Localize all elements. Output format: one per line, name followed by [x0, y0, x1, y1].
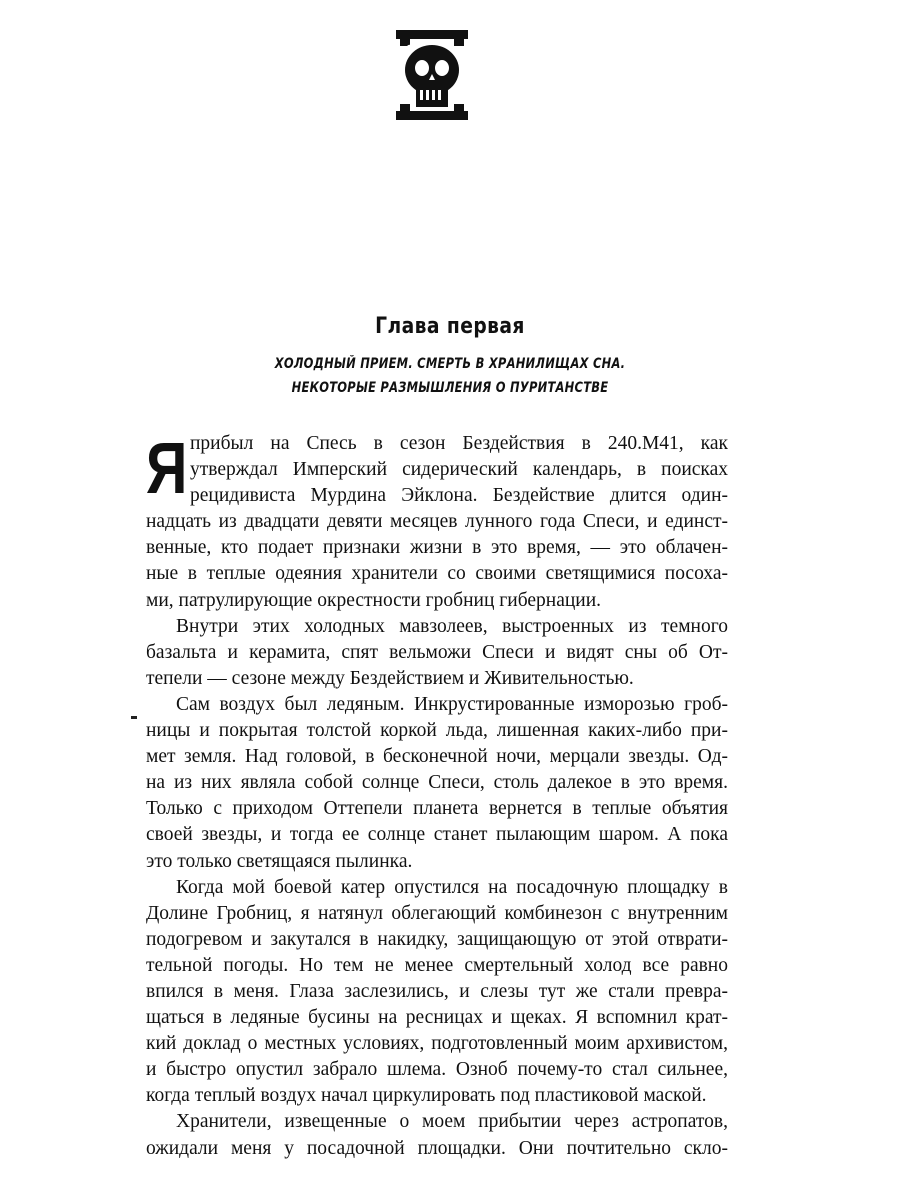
- text-line: подогревом и закутался в накидку, защищающую от этой отврати-: [146, 928, 728, 950]
- text-line: рецидивиста Мурдина Эйклона. Бездействие длится один-: [190, 485, 728, 507]
- text-line: Когда мой боевой катер опустился на посадочную площадку в: [176, 876, 728, 898]
- chapter-subtitle-line-2: НЕКОТОРЫЕ РАЗМЫШЛЕНИЯ О ПУРИТАНСТВЕ: [291, 380, 609, 396]
- text-line: утверждал Имперский сидерический календарь, в поисках: [190, 459, 728, 481]
- text-line: и быстро опустил забрало шлема. Озноб почему-то стал сильнее,: [146, 1059, 728, 1081]
- chapter-subtitle-line-1: ХОЛОДНЫЙ ПРИЕМ. СМЕРТЬ В ХРАНИЛИЩАХ СНА.: [274, 356, 626, 372]
- text-line: тельной погоды. Но тем не менее смертельный холод все равно: [146, 954, 728, 976]
- text-line: щаться в ледяные бусины на ресницах и щеках. Я вспомнил крат-: [146, 1007, 728, 1029]
- text-line: Только с приходом Оттепели планета вернется в теплые объятия: [146, 798, 728, 820]
- text-line: ницы и покрытая толстой коркой льда, лишенная каких-либо при-: [146, 720, 728, 742]
- text-line: кий доклад о местных условиях, подготовленный моим архивистом,: [146, 1033, 728, 1055]
- chapter-title: Глава первая: [375, 314, 525, 339]
- text-line: Внутри этих холодных мавзолеев, выстроенных из темного: [176, 615, 728, 637]
- text-line: ные в теплые одеяния хранители со своими светящимися посоха-: [146, 563, 728, 585]
- text-line: Хранители, извещенные о моем прибытии через астропатов,: [176, 1111, 728, 1133]
- text-line: Долине Гробниц, я натянул облегающий комбинезон с внутренним: [146, 902, 728, 924]
- text-line: базальта и керамита, спят вельможи Спеси и видят сны об От-: [146, 641, 728, 663]
- body-text: [146, 431, 728, 1162]
- text-line: ми, патрулирующие окрестности гробниц гибернации.: [146, 589, 602, 611]
- text-line: надцать из двадцати девяти месяцев лунного года Спеси, и единст-: [146, 511, 728, 533]
- text-line: своей звезды, и тогда ее солнце станет пылающим шаром. А пока: [146, 824, 728, 846]
- margin-mark: [131, 716, 137, 719]
- text-line: прибыл на Спесь в сезон Бездействия в 240.М41, как: [190, 433, 728, 454]
- text-line: тепели — сезоне между Бездействием и Живительностью.: [146, 667, 634, 689]
- text-line: Сам воздух был ледяным. Инкрустированные изморозью гроб-: [176, 693, 728, 715]
- text-line: венные, кто подает признаки жизни в это время, — это облачен-: [146, 537, 728, 559]
- skull-emblem-icon: [394, 30, 470, 120]
- text-line: когда теплый воздух начал циркулировать под пластиковой маской.: [146, 1085, 707, 1107]
- text-line: впился в меня. Глаза заслезились, и слезы тут же стали превра-: [146, 980, 728, 1002]
- text-line: ожидали меня у посадочной площадки. Они почтительно скло-: [146, 1137, 728, 1159]
- text-line: на из них являла собой солнце Спеси, столь далекое в это время.: [146, 772, 728, 794]
- text-line: мет земля. Над головой, в бесконечной ночи, мерцали звезды. Од-: [146, 746, 728, 768]
- drop-cap: Я: [146, 429, 188, 509]
- text-line: это только светящаяся пылинка.: [146, 850, 413, 872]
